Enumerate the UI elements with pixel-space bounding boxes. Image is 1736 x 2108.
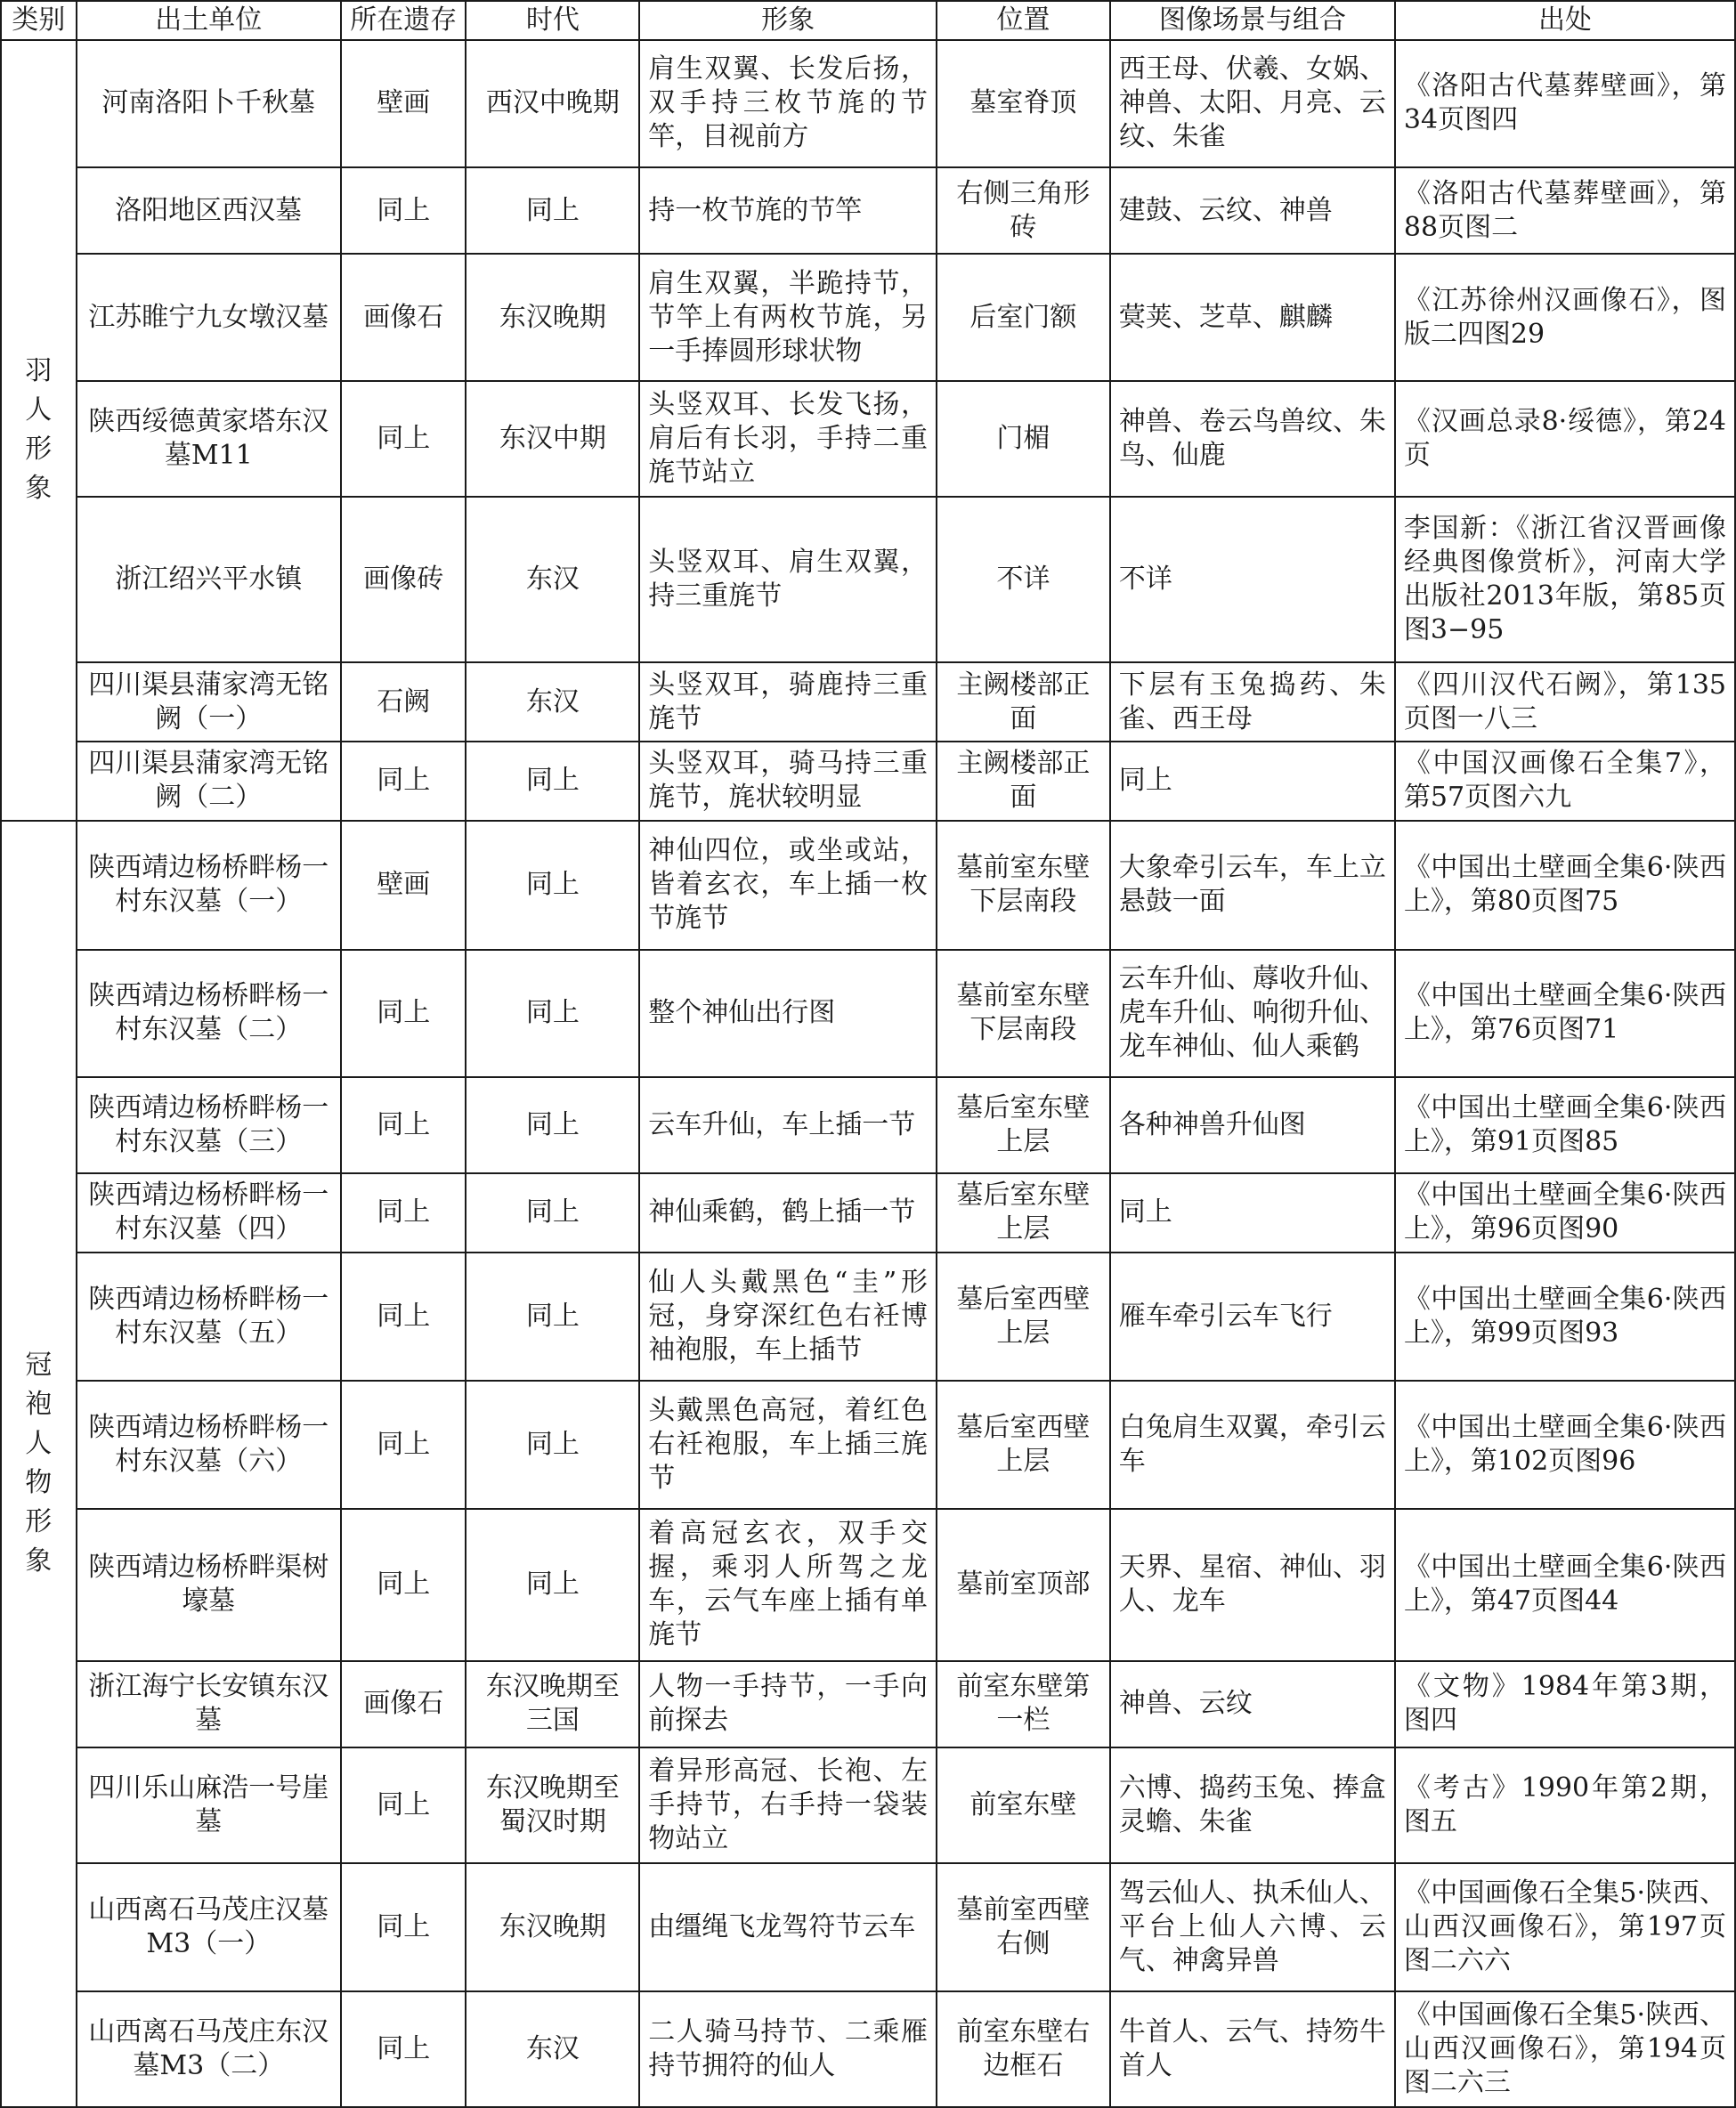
remains-cell: 同上 [341,950,466,1077]
era-cell: 东汉晚期 [466,1863,639,1991]
table-row [1,254,1735,381]
unit-cell: 山西离石马茂庄汉墓M3（一） [77,1863,341,1991]
image-cell: 人物一手持节，一手向前探去 [639,1661,937,1747]
position-cell: 前室东壁右边框石 [937,1991,1110,2107]
era-cell: 同上 [466,1173,639,1253]
scene-cell: 天界、星宿、神仙、羽人、龙车 [1110,1509,1395,1661]
category-cell [1,40,77,821]
position-cell: 墓后室西壁上层 [937,1253,1110,1381]
era-cell: 同上 [466,742,639,821]
scene-cell: 各种神兽升仙图 [1110,1077,1395,1173]
remains-cell: 同上 [341,1991,466,2107]
position-cell: 墓后室东壁上层 [937,1077,1110,1173]
remains-cell: 同上 [341,167,466,254]
position-cell: 墓后室西壁上层 [937,1381,1110,1509]
source-cell: 《中国出土壁画全集6·陕西上》，第91页图85 [1395,1077,1735,1173]
position-cell: 墓后室东壁上层 [937,1173,1110,1253]
position-cell: 门楣 [937,381,1110,497]
source-cell: 《中国汉画像石全集7》，第57页图六九 [1395,742,1735,821]
table-row [1,40,1735,167]
remains-cell: 同上 [341,381,466,497]
era-cell: 同上 [466,1077,639,1173]
image-cell: 头竖双耳、长发飞扬，肩后有长羽，手持二重旄节站立 [639,381,937,497]
remains-cell: 石阙 [341,662,466,742]
scene-cell: 神兽、云纹 [1110,1661,1395,1747]
unit-cell: 陕西靖边杨桥畔杨一村东汉墓（四） [77,1173,341,1253]
remains-cell: 同上 [341,1381,466,1509]
remains-cell: 同上 [341,742,466,821]
scene-cell: 雁车牵引云车飞行 [1110,1253,1395,1381]
position-cell: 墓前室东壁下层南段 [937,950,1110,1077]
table-row [1,1173,1735,1253]
source-cell: 《江苏徐州汉画像石》，图版二四图29 [1395,254,1735,381]
header-scene: 图像场景与组合 [1110,1,1395,40]
image-cell: 云车升仙，车上插一节 [639,1077,937,1173]
unit-cell: 陕西靖边杨桥畔杨一村东汉墓（二） [77,950,341,1077]
image-cell: 持一枚节旄的节竿 [639,167,937,254]
table-row [1,1381,1735,1509]
scene-cell: 不详 [1110,497,1395,662]
header-category: 类别 [1,1,77,40]
header-unit: 出土单位 [77,1,341,40]
image-cell: 着异形高冠、长袍、左手持节，右手持一袋装物站立 [639,1747,937,1863]
source-cell: 《中国出土壁画全集6·陕西上》，第99页图93 [1395,1253,1735,1381]
position-cell: 墓前室西壁右侧 [937,1863,1110,1991]
remains-cell: 同上 [341,1077,466,1173]
scene-cell: 驾云仙人、执禾仙人、平台上仙人六博、云气、神禽异兽 [1110,1863,1395,1991]
position-cell: 不详 [937,497,1110,662]
unit-cell: 陕西靖边杨桥畔渠树壕墓 [77,1509,341,1661]
table-row [1,1747,1735,1863]
header-source: 出处 [1395,1,1735,40]
table-body [1,40,1735,2107]
table-row [1,1991,1735,2107]
remains-cell: 同上 [341,1747,466,1863]
era-cell: 同上 [466,167,639,254]
position-cell: 右侧三角形砖 [937,167,1110,254]
unit-cell: 陕西靖边杨桥畔杨一村东汉墓（三） [77,1077,341,1173]
scene-cell: 西王母、伏羲、女娲、神兽、太阳、月亮、云纹、朱雀 [1110,40,1395,167]
position-cell: 墓前室东壁下层南段 [937,821,1110,950]
scene-cell: 建鼓、云纹、神兽 [1110,167,1395,254]
unit-cell: 浙江绍兴平水镇 [77,497,341,662]
table-row [1,1863,1735,1991]
source-cell: 《洛阳古代墓葬壁画》，第88页图二 [1395,167,1735,254]
position-cell: 前室东壁第一栏 [937,1661,1110,1747]
image-cell: 头竖双耳，骑鹿持三重旄节 [639,662,937,742]
source-cell: 《中国出土壁画全集6·陕西上》，第76页图71 [1395,950,1735,1077]
unit-cell: 陕西靖边杨桥畔杨一村东汉墓（六） [77,1381,341,1509]
era-cell: 西汉中晚期 [466,40,639,167]
unit-cell: 山西离石马茂庄东汉墓M3（二） [77,1991,341,2107]
image-cell: 肩生双翼、长发后扬，双手持三枚节旄的节竿，目视前方 [639,40,937,167]
table-row [1,821,1735,950]
source-cell: 《汉画总录8·绥德》，第24页 [1395,381,1735,497]
scene-cell: 同上 [1110,1173,1395,1253]
image-cell: 头戴黑色高冠，着红色右衽袍服，车上插三旄节 [639,1381,937,1509]
header-image: 形象 [639,1,937,40]
unit-cell: 四川渠县蒲家湾无铭阙（二） [77,742,341,821]
scene-cell: 六博、捣药玉兔、捧盒灵蟾、朱雀 [1110,1747,1395,1863]
image-cell: 头竖双耳，骑马持三重旄节，旄状较明显 [639,742,937,821]
image-cell: 整个神仙出行图 [639,950,937,1077]
image-cell: 神仙乘鹤，鹤上插一节 [639,1173,937,1253]
table-row [1,1509,1735,1661]
image-cell: 二人骑马持节、二乘雁持节拥符的仙人 [639,1991,937,2107]
source-cell: 《中国出土壁画全集6·陕西上》，第80页图75 [1395,821,1735,950]
era-cell: 东汉 [466,1991,639,2107]
era-cell: 东汉晚期 [466,254,639,381]
remains-cell: 画像石 [341,254,466,381]
scene-cell: 下层有玉兔捣药、朱雀、西王母 [1110,662,1395,742]
remains-cell: 同上 [341,1253,466,1381]
unit-cell: 四川乐山麻浩一号崖墓 [77,1747,341,1863]
table-row [1,497,1735,662]
unit-cell: 陕西靖边杨桥畔杨一村东汉墓（五） [77,1253,341,1381]
source-cell: 李国新：《浙江省汉晋画像经典图像赏析》，河南大学出版社2013年版，第85页图3−95 [1395,497,1735,662]
position-cell: 墓前室顶部 [937,1509,1110,1661]
source-cell: 《洛阳古代墓葬壁画》，第34页图四 [1395,40,1735,167]
image-cell: 头竖双耳、肩生双翼，持三重旄节 [639,497,937,662]
remains-cell: 画像石 [341,1661,466,1747]
era-cell: 东汉晚期至蜀汉时期 [466,1747,639,1863]
unit-cell: 陕西靖边杨桥畔杨一村东汉墓（一） [77,821,341,950]
image-cell: 肩生双翼，半跪持节，节竿上有两枚节旄，另一手捧圆形球状物 [639,254,937,381]
category-cell [1,821,77,2107]
header-remains: 所在遗存 [341,1,466,40]
header-era: 时代 [466,1,639,40]
unit-cell: 四川渠县蒲家湾无铭阙（一） [77,662,341,742]
era-cell: 同上 [466,950,639,1077]
table-row [1,1253,1735,1381]
image-cell: 由缰绳飞龙驾符节云车 [639,1863,937,1991]
image-cell: 神仙四位，或坐或站，皆着玄衣，车上插一枚节旄节 [639,821,937,950]
category-label: 冠袍人物形象 [25,1350,53,1577]
era-cell: 东汉晚期至三国 [466,1661,639,1747]
unit-cell: 河南洛阳卜千秋墓 [77,40,341,167]
era-cell: 同上 [466,821,639,950]
source-cell: 《文物》1984年第3期，图四 [1395,1661,1735,1747]
scene-cell: 同上 [1110,742,1395,821]
remains-cell: 同上 [341,1173,466,1253]
source-cell: 《中国出土壁画全集6·陕西上》，第102页图96 [1395,1381,1735,1509]
era-cell: 东汉中期 [466,381,639,497]
scene-cell: 白兔肩生双翼，牵引云车 [1110,1381,1395,1509]
source-cell: 《中国画像石全集5·陕西、山西汉画像石》，第197页图二六六 [1395,1863,1735,1991]
unit-cell: 浙江海宁长安镇东汉墓 [77,1661,341,1747]
scene-cell: 大象牵引云车，车上立悬鼓一面 [1110,821,1395,950]
source-cell: 《中国出土壁画全集6·陕西上》，第47页图44 [1395,1509,1735,1661]
era-cell: 同上 [466,1381,639,1509]
position-cell: 主阙楼部正面 [937,742,1110,821]
unit-cell: 洛阳地区西汉墓 [77,167,341,254]
position-cell: 墓室脊顶 [937,40,1110,167]
scene-cell: 牛首人、云气、持笏牛首人 [1110,1991,1395,2107]
era-cell: 东汉 [466,662,639,742]
table-row [1,1077,1735,1173]
era-cell: 同上 [466,1509,639,1661]
remains-cell: 画像砖 [341,497,466,662]
source-cell: 《考古》1990年第2期，图五 [1395,1747,1735,1863]
category-label: 羽人形象 [25,355,53,505]
table-row [1,742,1735,821]
table-row [1,950,1735,1077]
remains-cell: 壁画 [341,821,466,950]
remains-cell: 同上 [341,1863,466,1991]
header-row [1,1,1735,40]
table-row [1,381,1735,497]
era-cell: 同上 [466,1253,639,1381]
source-cell: 《中国出土壁画全集6·陕西上》，第96页图90 [1395,1173,1735,1253]
remains-cell: 同上 [341,1509,466,1661]
table-row [1,167,1735,254]
image-cell: 着高冠玄衣，双手交握，乘羽人所驾之龙车，云气车座上插有单旄节 [639,1509,937,1661]
scene-cell: 蓂荚、芝草、麒麟 [1110,254,1395,381]
position-cell: 主阙楼部正面 [937,662,1110,742]
scene-cell: 云车升仙、蓐收升仙、虎车升仙、响彻升仙、龙车神仙、仙人乘鹤 [1110,950,1395,1077]
source-cell: 《四川汉代石阙》，第135页图一八三 [1395,662,1735,742]
position-cell: 后室门额 [937,254,1110,381]
position-cell: 前室东壁 [937,1747,1110,1863]
image-cell: 仙人头戴黑色“圭”形冠，身穿深红色右衽博袖袍服，车上插节 [639,1253,937,1381]
era-cell: 东汉 [466,497,639,662]
unit-cell: 江苏睢宁九女墩汉墓 [77,254,341,381]
table-row [1,1661,1735,1747]
header-position: 位置 [937,1,1110,40]
unit-cell: 陕西绥德黄家塔东汉墓M11 [77,381,341,497]
remains-cell: 壁画 [341,40,466,167]
table-row [1,662,1735,742]
source-cell: 《中国画像石全集5·陕西、山西汉画像石》，第194页图二六三 [1395,1991,1735,2107]
scene-cell: 神兽、卷云鸟兽纹、朱鸟、仙鹿 [1110,381,1395,497]
